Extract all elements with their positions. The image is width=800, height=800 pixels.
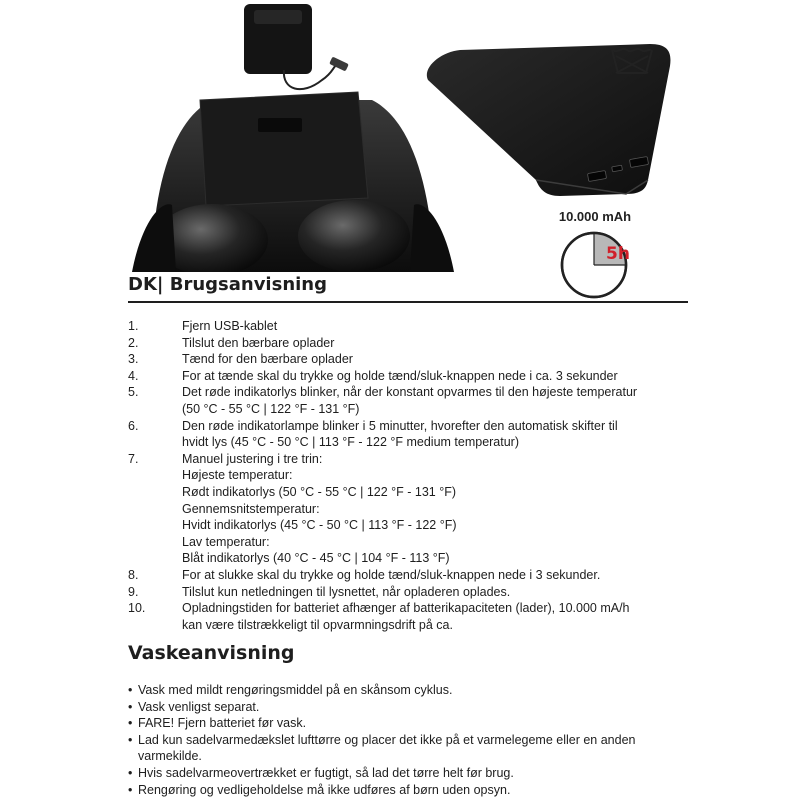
step-4 [128,368,708,385]
step-10 [128,600,708,633]
timer-label: 5h [606,244,630,264]
washing-item [128,765,708,782]
washing-text: varmekilde. [138,749,202,764]
step-number: 1. [128,319,139,333]
bullet: • [128,782,133,797]
washing-text: Vask venligst separat. [138,699,260,714]
washing-text: Hvis sadelvarmeovertrækket er fugtigt, så lad det tørre helt før brug. [138,765,514,780]
washing-item [128,732,708,765]
step-text: Den røde indikatorlampe blinker i 5 minutter, hvorefter den automatisk skifter til [182,418,618,433]
step-text: Opladningstiden for batteriet afhænger af batterikapaciteten (lader), 10.000 mA/h [182,601,630,616]
washing-text: Rengøring og vedligeholdelse må ikke udføres af børn uden opsyn. [138,782,511,797]
usage-steps [128,318,708,633]
title-divider [128,301,688,303]
step-text: Tænd for den bærbare oplader [182,352,353,367]
step-text: kan være tilstrækkeligt til opvarmningsdrift på ca. [182,617,453,632]
step-number: 9. [128,584,139,599]
step-7 [128,451,708,567]
step-text: Gennemsnitstemperatur: [182,501,320,516]
step-text: Lav temperatur: [182,534,270,549]
bullet: • [128,683,133,697]
step-text: Tilslut kun netledningen til lysnettet, når opladeren oplades. [182,584,511,599]
step-5 [128,384,708,417]
step-text: (50 °C - 55 °C | 122 °F - 131 °F) [182,401,360,416]
step-2 [128,335,708,352]
washing-item [128,782,708,799]
step-number: 6. [128,418,139,433]
step-number: 4. [128,368,139,383]
step-text: Tilslut den bærbare oplader [182,335,335,350]
washing-list [128,682,708,798]
bullet: • [128,716,133,731]
washing-text: FARE! Fjern batteriet før vask. [138,716,307,731]
step-text: Det røde indikatorlys blinker, når der konstant opvarmes til den højeste temperatur [182,385,638,400]
step-text: Højeste temperatur: [182,468,293,483]
step-number: 3. [128,352,139,367]
step-3 [128,351,708,368]
saddle-heater-photo [132,0,454,272]
washing-text: Vask med mildt rengøringsmiddel på en skånsom cyklus. [138,683,453,697]
step-text: hvidt lys (45 °C - 50 °C | 113 °F - 122 °F medium temperatur) [182,435,520,450]
wash-tub-crossed-icon [610,44,654,76]
step-text: Rødt indikatorlys (50 °C - 55 °C | 122 °F - 131 °F) [182,484,457,499]
step-number: 8. [128,567,139,582]
washing-item [128,699,708,716]
usage-title: DK| Brugsanvisning [128,274,328,295]
step-text: Blåt indikatorlys (40 °C - 45 °C | 104 °F - 113 °F) [182,551,450,566]
step-1 [128,318,708,335]
bullet: • [128,765,133,780]
step-text: For at slukke skal du trykke og holde tænd/sluk-knappen nede i 3 sekunder. [182,567,601,582]
step-number: 2. [128,335,139,350]
washing-title: Vaskeanvisning [128,642,295,664]
step-8 [128,567,708,584]
timer-5h-icon [554,228,640,300]
step-text: Hvidt indikatorlys (45 °C - 50 °C | 113 °F - 122 °F) [182,518,457,533]
step-number: 5. [128,385,139,400]
step-text: For at tænde skal du trykke og holde tænd/sluk-knappen nede i ca. 3 sekunder [182,368,618,383]
step-6 [128,418,708,451]
washing-item [128,682,708,699]
bullet: • [128,732,133,747]
washing-text: Lad kun sadelvarmedækslet lufttørre og placer det ikke på et varmelegeme eller en anden [138,732,636,747]
step-text: Manuel justering i tre trin: [182,451,323,466]
capacity-label: 10.000 mAh [558,209,632,224]
step-number: 7. [128,451,139,466]
washing-item [128,715,708,732]
step-number: 10. [128,601,146,616]
step-text: Fjern USB-kablet [182,319,278,333]
bullet: • [128,699,133,714]
step-9 [128,584,708,601]
